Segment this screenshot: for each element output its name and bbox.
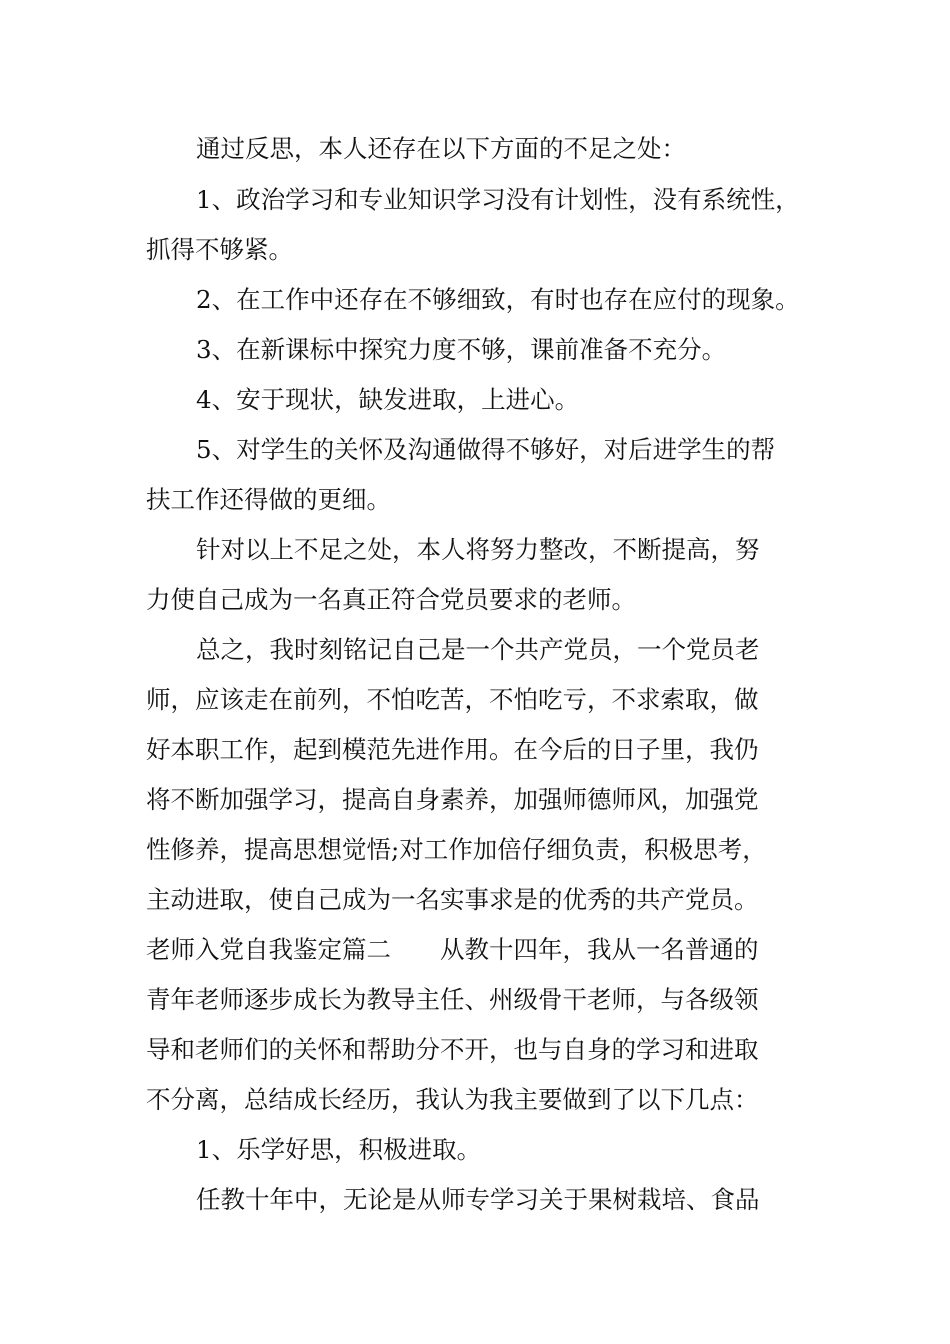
text-line: 3、在新课标中探究力度不够，课前准备不充分。 — [196, 335, 727, 364]
text-line: 1、政治学习和专业知识学习没有计划性，没有系统性， — [196, 185, 800, 214]
text-line: 抓得不够紧。 — [146, 235, 293, 264]
text-line: 力使自己成为一名真正符合党员要求的老师。 — [146, 585, 636, 614]
text-line: 不分离，总结成长经历，我认为我主要做到了以下几点： — [146, 1085, 759, 1114]
text-line: 师，应该走在前列，不怕吃苦，不怕吃亏，不求索取，做 — [146, 685, 759, 714]
text-line: 扶工作还得做的更细。 — [146, 485, 391, 514]
text-line: 总之，我时刻铭记自己是一个共产党员，一个党员老 — [196, 635, 760, 664]
text-line: 将不断加强学习，提高自身素养，加强师德师风，加强党 — [146, 785, 759, 814]
text-line: 青年老师逐步成长为教导主任、州级骨干老师，与各级领 — [146, 985, 759, 1014]
text-line: 1、乐学好思，积极进取。 — [196, 1135, 482, 1164]
text-line: 性修养，提高思想觉悟;对工作加倍仔细负责，积极思考， — [146, 835, 767, 864]
text-line: 针对以上不足之处，本人将努力整改，不断提高，努 — [196, 535, 760, 564]
text-line: 通过反思，本人还存在以下方面的不足之处： — [196, 134, 686, 163]
text-line: 4、安于现状，缺发进取，上进心。 — [196, 385, 580, 414]
text-line: 5、对学生的关怀及沟通做得不够好，对后进学生的帮 — [196, 435, 776, 464]
text-line: 任教十年中，无论是从师专学习关于果树栽培、食品 — [196, 1185, 760, 1214]
text-line: 导和老师们的关怀和帮助分不开，也与自身的学习和进取 — [146, 1035, 759, 1064]
text-line: 主动进取，使自己成为一名实事求是的优秀的共产党员。 — [146, 885, 759, 914]
text-line: 好本职工作，起到模范先进作用。在今后的日子里，我仍 — [146, 735, 759, 764]
text-line: 2、在工作中还存在不够细致，有时也存在应付的现象。 — [196, 285, 800, 314]
text-line: 老师入党自我鉴定篇二 从教十四年，我从一名普通的 — [146, 935, 759, 964]
